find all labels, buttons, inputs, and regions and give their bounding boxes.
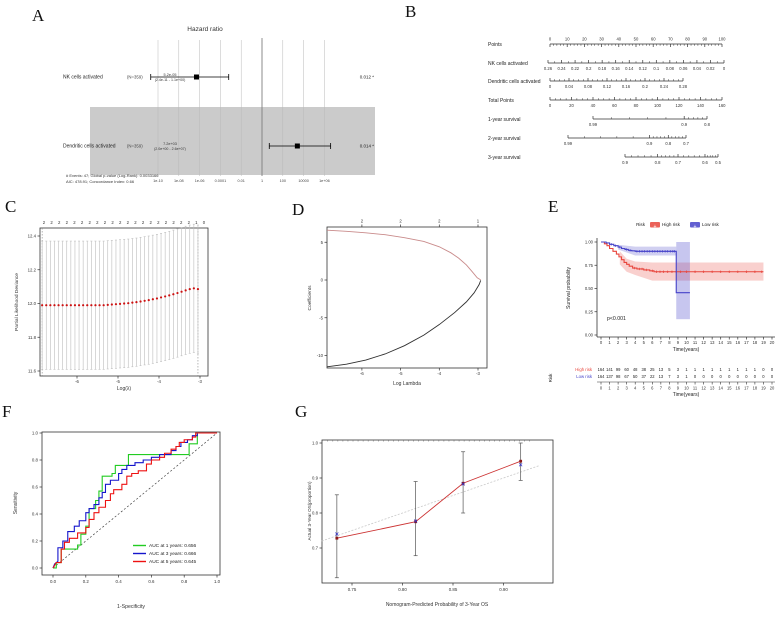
svg-text:10: 10 [684, 340, 689, 345]
forest-row [63, 73, 374, 82]
svg-text:Time(years): Time(years) [672, 392, 700, 398]
svg-text:0.0: 0.0 [31, 565, 38, 571]
svg-text:0.24: 0.24 [659, 84, 669, 89]
svg-text:Dendritic cells activated: Dendritic cells activated [63, 143, 116, 150]
svg-text:0.99: 0.99 [588, 122, 598, 127]
svg-text:164: 164 [597, 367, 605, 372]
svg-text:1.0: 1.0 [312, 440, 318, 446]
svg-text:164: 164 [597, 374, 605, 379]
svg-text:0.04: 0.04 [564, 84, 574, 89]
svg-text:Partial Likelihood Deviance: Partial Likelihood Deviance [15, 273, 20, 331]
svg-text:NK cells activated: NK cells activated [488, 61, 528, 67]
svg-text:50: 50 [633, 36, 639, 42]
svg-text:Risk: Risk [548, 373, 553, 383]
km-legend [636, 222, 719, 230]
svg-text:-4: -4 [157, 379, 161, 384]
svg-text:5: 5 [668, 367, 671, 372]
svg-text:0.2: 0.2 [82, 579, 89, 584]
svg-text:Actual 3-Year OS(proportion): Actual 3-Year OS(proportion) [307, 481, 312, 541]
svg-text:2: 2 [187, 220, 190, 225]
svg-text:1-Specificity: 1-Specificity [117, 604, 145, 610]
svg-text:7: 7 [659, 385, 662, 391]
cv-error-bars [41, 224, 199, 369]
calibration-error-bars [335, 443, 523, 578]
svg-text:5: 5 [642, 340, 645, 345]
svg-text:Time(years): Time(years) [672, 347, 700, 353]
svg-text:0.4: 0.4 [115, 579, 122, 584]
svg-text:1.00: 1.00 [584, 239, 593, 245]
svg-text:0.00: 0.00 [584, 332, 593, 338]
svg-text:12: 12 [701, 385, 706, 391]
svg-text:+: + [693, 223, 697, 230]
svg-text:Points: Points [488, 42, 502, 48]
svg-text:(N=359): (N=359) [127, 74, 143, 80]
svg-text:38: 38 [641, 367, 647, 372]
svg-text:0.12: 0.12 [638, 66, 647, 71]
svg-text:2: 2 [399, 218, 402, 224]
svg-text:Log Lambda: Log Lambda [393, 381, 421, 387]
svg-text:9: 9 [676, 340, 680, 345]
svg-text:16: 16 [735, 385, 741, 391]
svg-text:100: 100 [718, 36, 726, 42]
svg-text:0: 0 [719, 374, 722, 379]
coef-path-pink [327, 230, 481, 280]
svg-text:1: 1 [702, 367, 705, 372]
svg-text:19: 19 [761, 340, 766, 345]
svg-text:2: 2 [157, 220, 160, 225]
svg-text:0.2: 0.2 [31, 538, 38, 544]
svg-text:22: 22 [650, 374, 655, 379]
svg-text:4: 4 [634, 340, 637, 345]
svg-text:60: 60 [612, 103, 617, 108]
svg-text:1: 1 [719, 367, 722, 372]
svg-text:40: 40 [616, 36, 622, 42]
svg-text:2: 2 [149, 220, 152, 225]
svg-text:0.9: 0.9 [622, 160, 628, 165]
svg-text:1: 1 [685, 374, 688, 379]
svg-text:0.7: 0.7 [312, 545, 318, 551]
svg-text:80: 80 [685, 36, 690, 42]
svg-text:-3: -3 [476, 371, 480, 376]
svg-text:1: 1 [711, 367, 714, 372]
svg-text:2: 2 [141, 220, 145, 225]
svg-text:0.6: 0.6 [702, 160, 708, 165]
panel-f-roc [13, 431, 221, 611]
panel-label-b: B [405, 2, 417, 21]
svg-text:1e-06: 1e-06 [194, 179, 205, 183]
svg-text:13: 13 [658, 367, 664, 372]
svg-text:0.16: 0.16 [611, 66, 620, 71]
svg-text:1e+06: 1e+06 [319, 179, 330, 183]
svg-text:1.0: 1.0 [31, 430, 38, 436]
svg-text:0.7: 0.7 [675, 160, 681, 165]
svg-text:Coefficients: Coefficients [308, 285, 313, 311]
svg-text:1: 1 [195, 220, 198, 225]
svg-text:-4: -4 [437, 371, 442, 376]
panel-g-calibration [307, 440, 553, 608]
svg-text:2: 2 [88, 220, 91, 225]
svg-text:4: 4 [634, 385, 637, 391]
svg-text:0.8: 0.8 [31, 457, 38, 463]
svg-text:20: 20 [769, 340, 775, 345]
nomogram-row [488, 78, 688, 89]
svg-text:1: 1 [608, 385, 611, 391]
svg-text:60: 60 [624, 367, 629, 372]
roc-legend [133, 543, 197, 565]
svg-text:NK cells activated: NK cells activated [63, 74, 103, 81]
svg-text:5.2e-05: 5.2e-05 [163, 73, 177, 77]
svg-text:70: 70 [668, 36, 673, 42]
panel-d-paths [307, 219, 487, 388]
svg-text:0.01: 0.01 [237, 179, 245, 183]
svg-text:1: 1 [736, 367, 739, 372]
panel-label-c: C [5, 197, 17, 216]
svg-text:2: 2 [164, 220, 168, 225]
svg-text:0.24: 0.24 [557, 66, 566, 71]
svg-text:0.7: 0.7 [683, 141, 689, 146]
panel-c-cv [14, 220, 208, 392]
svg-text:0.18: 0.18 [598, 66, 607, 71]
svg-text:100: 100 [654, 103, 661, 108]
svg-text:80: 80 [633, 103, 639, 108]
nomogram-row [488, 154, 722, 165]
svg-text:Risk: Risk [636, 222, 645, 227]
svg-text:0.2: 0.2 [585, 66, 592, 71]
svg-text:48: 48 [632, 367, 638, 372]
svg-text:140: 140 [697, 103, 704, 108]
svg-text:Low risk: Low risk [702, 222, 719, 227]
svg-text:0: 0 [770, 374, 774, 379]
calibration-line [335, 460, 522, 540]
svg-text:0: 0 [770, 367, 774, 372]
svg-text:High risk: High risk [662, 222, 680, 227]
svg-text:Hazard ratio: Hazard ratio [187, 26, 223, 33]
svg-text:(N=359): (N=359) [127, 143, 143, 149]
svg-text:10000: 10000 [298, 179, 309, 183]
svg-text:14: 14 [718, 385, 723, 391]
svg-text:7.2e+03: 7.2e+03 [163, 142, 177, 146]
svg-text:0.75: 0.75 [347, 587, 357, 592]
svg-text:0.85: 0.85 [448, 587, 458, 592]
svg-text:0.99: 0.99 [563, 141, 573, 146]
svg-text:17: 17 [744, 340, 749, 345]
svg-text:16: 16 [735, 340, 741, 345]
svg-text:0.8: 0.8 [665, 141, 672, 146]
svg-text:18: 18 [752, 385, 758, 391]
svg-text:1: 1 [745, 367, 748, 372]
svg-text:9: 9 [676, 385, 680, 391]
svg-text:0.1: 0.1 [653, 66, 660, 71]
svg-text:1: 1 [693, 367, 697, 372]
svg-text:0.28: 0.28 [678, 84, 688, 89]
svg-text:0: 0 [728, 374, 731, 379]
svg-text:12: 12 [701, 340, 706, 345]
svg-text:-10: -10 [316, 353, 323, 358]
svg-text:0.6: 0.6 [148, 579, 155, 584]
svg-text:0.8: 0.8 [312, 510, 318, 516]
svg-text:0.9: 0.9 [312, 475, 318, 481]
svg-text:0: 0 [745, 374, 748, 379]
svg-text:11.8: 11.8 [27, 334, 36, 340]
panel-label-a: A [32, 6, 45, 25]
svg-text:0.9: 0.9 [681, 122, 688, 127]
svg-text:12.2: 12.2 [27, 267, 36, 273]
svg-text:+: + [653, 223, 657, 230]
svg-text:0.8: 0.8 [654, 160, 661, 165]
svg-text:67: 67 [624, 374, 629, 379]
svg-text:-5: -5 [398, 371, 403, 376]
panel-label-e: E [548, 197, 559, 216]
svg-text:2: 2 [616, 340, 620, 345]
svg-text:0.02: 0.02 [706, 66, 715, 71]
nomogram-row [488, 60, 726, 71]
nomogram-row [488, 135, 690, 146]
svg-text:20: 20 [769, 385, 775, 391]
svg-text:60: 60 [650, 36, 656, 42]
svg-text:0: 0 [599, 385, 603, 391]
svg-text:13: 13 [709, 385, 715, 391]
svg-text:Nomogram-Predicted Probability: Nomogram-Predicted Probability of 3-Year OS [385, 602, 489, 608]
svg-text:0: 0 [762, 367, 765, 372]
svg-text:(2.0e+00 - 2.6e+07): (2.0e+00 - 2.6e+07) [154, 147, 186, 151]
svg-text:2: 2 [80, 220, 84, 225]
svg-text:5: 5 [642, 385, 645, 391]
svg-text:0.14: 0.14 [625, 66, 634, 71]
svg-text:3: 3 [625, 340, 628, 345]
nomogram-row [488, 116, 711, 127]
svg-text:0.012 *: 0.012 * [359, 74, 374, 80]
svg-text:0: 0 [702, 374, 705, 379]
svg-text:AIC: 478.91; Concordance Index: AIC: 478.91; Concordance Index: 0.66 [66, 179, 135, 184]
km-band-high-risk [620, 251, 764, 280]
svg-text:0: 0 [736, 374, 739, 379]
svg-text:Log(λ): Log(λ) [116, 386, 132, 392]
svg-text:2: 2 [172, 220, 175, 225]
svg-text:0.9: 0.9 [646, 141, 653, 146]
svg-text:0.25: 0.25 [584, 309, 593, 315]
nomogram-row [488, 37, 726, 49]
svg-text:3: 3 [676, 367, 680, 372]
svg-text:Dendritic cells activated: Dendritic cells activated [488, 79, 541, 85]
svg-text:0.5: 0.5 [715, 160, 721, 165]
svg-text:0.0: 0.0 [49, 579, 57, 584]
svg-text:12.0: 12.0 [27, 301, 36, 306]
svg-text:0.90: 0.90 [499, 587, 508, 592]
svg-text:-6: -6 [359, 371, 364, 376]
svg-text:50: 50 [632, 374, 638, 379]
svg-text:1e-10: 1e-10 [153, 179, 163, 183]
panel-label-d: D [292, 200, 305, 219]
svg-text:2: 2 [50, 220, 53, 225]
svg-text:3: 3 [625, 385, 628, 391]
svg-text:0.80: 0.80 [398, 587, 407, 592]
svg-text:0.4: 0.4 [31, 511, 38, 517]
svg-text:40: 40 [590, 103, 596, 108]
svg-text:1: 1 [753, 367, 757, 372]
svg-text:30: 30 [599, 36, 604, 42]
coef-path-black [327, 280, 481, 366]
svg-text:13: 13 [709, 340, 715, 345]
svg-text:0: 0 [548, 84, 552, 89]
svg-text:1: 1 [728, 367, 731, 372]
svg-text:Low risk: Low risk [576, 374, 592, 379]
svg-text:90: 90 [702, 36, 708, 42]
svg-text:0: 0 [693, 374, 697, 379]
svg-text:17: 17 [744, 385, 749, 391]
svg-text:37: 37 [641, 374, 647, 379]
svg-text:2: 2 [96, 220, 99, 225]
svg-text:1: 1 [260, 179, 264, 183]
svg-text:2: 2 [126, 220, 130, 225]
svg-text:100: 100 [279, 179, 286, 183]
svg-text:0.22: 0.22 [570, 66, 580, 71]
km-risk-table [548, 367, 775, 398]
svg-text:0.12: 0.12 [602, 84, 612, 89]
svg-text:8: 8 [668, 385, 671, 391]
svg-text:-5: -5 [116, 379, 120, 384]
svg-text:7: 7 [659, 340, 663, 345]
svg-text:12.4: 12.4 [27, 233, 36, 239]
svg-text:1.0: 1.0 [213, 579, 221, 584]
panel-label-f: F [2, 402, 12, 421]
svg-text:11: 11 [692, 385, 698, 391]
svg-text:AUC at 3 years: 0.666: AUC at 3 years: 0.666 [149, 552, 197, 557]
svg-text:0: 0 [711, 374, 714, 379]
svg-text:0.2: 0.2 [642, 84, 648, 89]
svg-text:0.08: 0.08 [665, 66, 674, 71]
svg-text:0: 0 [548, 36, 552, 42]
svg-text:Sensitivity: Sensitivity [13, 491, 19, 515]
svg-text:0.75: 0.75 [584, 262, 593, 268]
svg-text:AUC at 5 years: 0.645: AUC at 5 years: 0.645 [149, 560, 197, 565]
svg-text:1-year survival: 1-year survival [488, 117, 521, 123]
svg-text:10: 10 [684, 385, 689, 391]
svg-text:2: 2 [616, 385, 620, 391]
svg-text:0.04: 0.04 [692, 66, 702, 71]
svg-text:0: 0 [722, 66, 726, 71]
svg-text:14: 14 [718, 340, 724, 345]
svg-text:0.50: 0.50 [584, 286, 593, 291]
panel-a-forest [66, 26, 375, 184]
svg-text:Survival probability: Survival probability [566, 267, 572, 309]
svg-text:2: 2 [42, 220, 46, 225]
svg-text:2: 2 [58, 220, 61, 225]
svg-text:3-year survival: 3-year survival [488, 155, 521, 161]
svg-text:3: 3 [676, 374, 680, 379]
svg-text:137: 137 [606, 374, 613, 379]
svg-text:0: 0 [202, 220, 206, 225]
svg-text:2: 2 [438, 218, 441, 224]
svg-text:120: 120 [675, 103, 683, 108]
svg-text:0: 0 [762, 374, 765, 379]
svg-text:10: 10 [564, 36, 570, 42]
svg-text:High risk: High risk [575, 367, 592, 372]
svg-text:2-year survival: 2-year survival [488, 136, 521, 142]
svg-text:# Events: 47; Global p-value (: # Events: 47; Global p-value (Log-Rank): 0.0033166 [66, 173, 159, 178]
svg-text:0.8: 0.8 [181, 579, 188, 584]
svg-text:20: 20 [569, 103, 574, 108]
svg-text:2: 2 [111, 220, 114, 225]
svg-text:0.08: 0.08 [583, 84, 593, 89]
svg-text:8: 8 [668, 340, 671, 345]
svg-text:AUC at 1 years: 0.656: AUC at 1 years: 0.656 [149, 544, 197, 549]
svg-text:0.16: 0.16 [621, 84, 631, 89]
svg-text:19: 19 [761, 385, 766, 391]
svg-text:6: 6 [651, 340, 654, 345]
svg-text:5: 5 [320, 239, 323, 245]
svg-text:-6: -6 [75, 379, 79, 384]
svg-text:98: 98 [615, 374, 621, 379]
svg-text:2: 2 [65, 220, 69, 225]
svg-text:6: 6 [651, 385, 654, 391]
svg-text:1: 1 [476, 218, 480, 224]
svg-text:15: 15 [726, 340, 732, 345]
svg-text:2: 2 [73, 220, 76, 225]
svg-text:Total Points: Total Points [488, 98, 514, 104]
svg-text:2: 2 [103, 220, 107, 225]
svg-text:18: 18 [752, 340, 758, 345]
svg-text:(2.4e-11 - 1.1e+00): (2.4e-11 - 1.1e+00) [154, 78, 186, 82]
svg-text:99: 99 [615, 367, 621, 372]
svg-text:0.8: 0.8 [704, 122, 710, 127]
svg-text:1e-08: 1e-08 [173, 179, 184, 183]
svg-text:2: 2 [179, 220, 183, 225]
svg-text:11: 11 [692, 340, 698, 345]
svg-text:20: 20 [582, 36, 587, 42]
svg-text:0: 0 [320, 277, 323, 283]
svg-text:7: 7 [668, 374, 671, 379]
svg-text:141: 141 [606, 367, 613, 372]
svg-text:0.26: 0.26 [543, 66, 553, 71]
svg-text:160: 160 [718, 103, 726, 108]
svg-text:2: 2 [118, 220, 122, 225]
svg-text:15: 15 [726, 385, 732, 391]
svg-text:0: 0 [753, 374, 757, 379]
svg-text:0.014 *: 0.014 * [359, 143, 374, 149]
svg-text:-5: -5 [319, 315, 323, 321]
svg-text:11.6: 11.6 [27, 368, 36, 374]
svg-text:1: 1 [608, 340, 611, 345]
svg-text:0: 0 [548, 103, 552, 108]
svg-text:0.6: 0.6 [31, 484, 38, 490]
svg-text:2: 2 [360, 218, 364, 224]
svg-text:1: 1 [685, 367, 688, 372]
svg-text:2: 2 [134, 220, 137, 225]
svg-text:0.06: 0.06 [679, 66, 688, 71]
svg-text:25: 25 [650, 367, 655, 372]
svg-text:0: 0 [599, 340, 603, 345]
nomogram-row [488, 97, 726, 108]
panel-label-g: G [295, 402, 308, 421]
svg-text:-3: -3 [198, 379, 202, 384]
svg-text:13: 13 [658, 374, 664, 379]
svg-text:p<0.001: p<0.001 [607, 316, 626, 322]
svg-text:0.0001: 0.0001 [214, 179, 227, 183]
